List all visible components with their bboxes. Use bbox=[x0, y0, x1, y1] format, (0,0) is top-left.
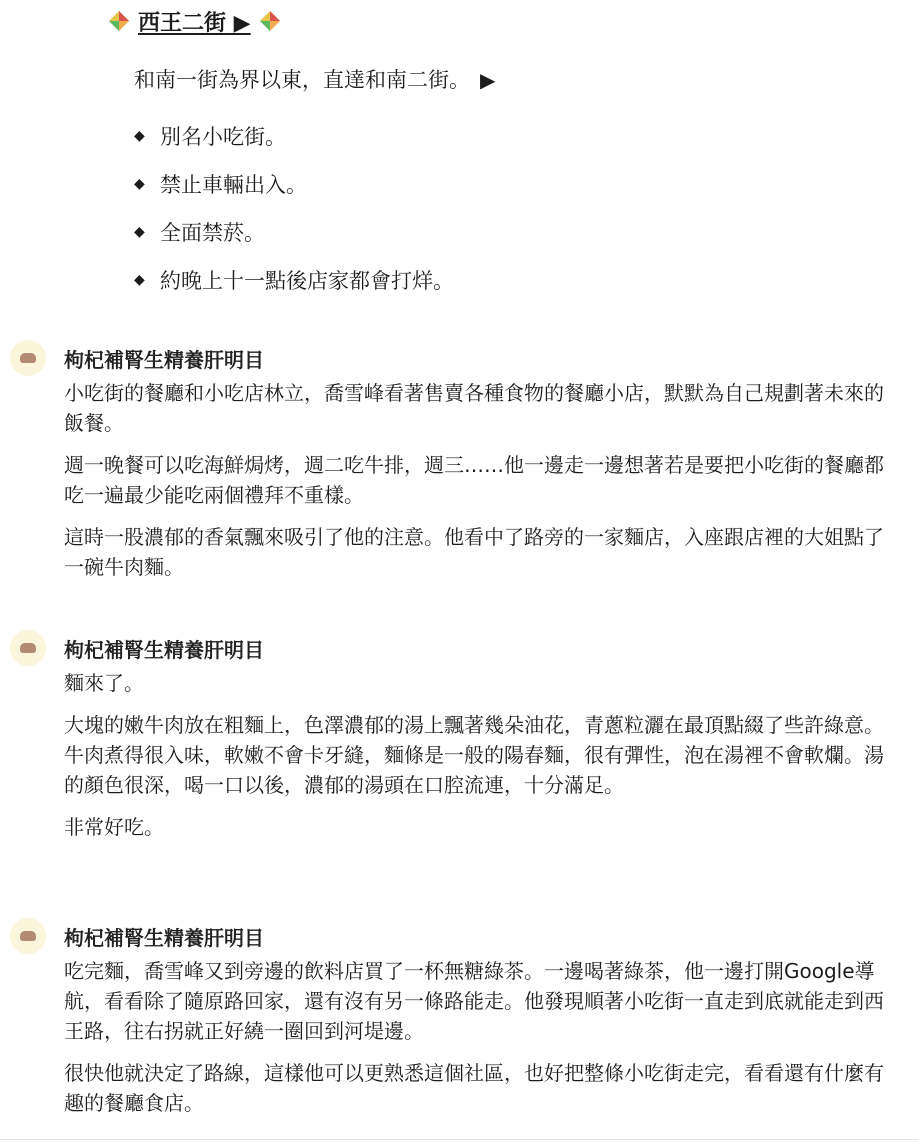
post-paragraph: 週一晚餐可以吃海鮮焗烤，週二吃牛排，週三……他一邊走一邊想著若是要把小吃街的餐廳都吃一遍最少能吃兩個禮拜不重樣。 bbox=[64, 453, 884, 507]
post-paragraph: 這時一股濃郁的香氣飄來吸引了他的注意。他看中了路旁的一家麵店，入座跟店裡的大姐點了一碗牛肉麵。 bbox=[64, 525, 884, 579]
avatar[interactable] bbox=[10, 918, 46, 954]
list-item bbox=[134, 160, 454, 208]
arrow-icon[interactable]: ▶ bbox=[480, 68, 496, 92]
author-name[interactable]: 枸杞補腎生精養肝明目 bbox=[64, 925, 264, 950]
post-paragraph: 非常好吃。 bbox=[64, 815, 164, 839]
author-name[interactable]: 枸杞補腎生精養肝明目 bbox=[64, 637, 264, 662]
comment-post bbox=[10, 632, 890, 854]
diamond-bullet-icon: ◆ bbox=[134, 176, 145, 192]
post-paragraph: 小吃街的餐廳和小吃店林立，喬雪峰看著售賣各種食物的餐廳小店，默默為自己規劃著未來的飯餐。 bbox=[64, 381, 884, 435]
post-paragraph: 麵來了。 bbox=[64, 671, 144, 695]
list-item-text: 約晚上十一點後店家都會打烊。 bbox=[160, 269, 454, 293]
comment-post bbox=[10, 920, 890, 1130]
avatar-icon bbox=[20, 643, 36, 653]
avatar[interactable] bbox=[10, 630, 46, 666]
list-item bbox=[134, 112, 454, 160]
comment-post bbox=[10, 342, 890, 594]
diamond-bullet-icon: ◆ bbox=[134, 128, 145, 144]
avatar-icon bbox=[20, 931, 36, 941]
post-body bbox=[64, 378, 890, 582]
list-item-text: 禁止車輛出入。 bbox=[160, 173, 307, 197]
feature-list bbox=[134, 112, 454, 304]
list-item bbox=[134, 208, 454, 256]
post-body bbox=[64, 668, 890, 842]
post-paragraph: 大塊的嫩牛肉放在粗麵上，色澤濃郁的湯上飄著幾朵油花，青蔥粒灑在最頂點綴了些許綠意。牛肉煮得很入味，軟嫩不會卡牙縫，麵條是一般的陽春麵，很有彈性，泡在湯裡不會軟爛。湯的顏色很深，喝一口以後，濃郁的湯頭在口腔流連，十分滿足。 bbox=[64, 713, 884, 797]
list-item-text: 別名小吃街。 bbox=[160, 125, 286, 149]
intro-text bbox=[134, 62, 495, 98]
post-header bbox=[10, 920, 890, 952]
section-heading bbox=[108, 2, 281, 40]
diamond-icon bbox=[108, 10, 130, 32]
diamond-bullet-icon: ◆ bbox=[134, 272, 145, 288]
diamond-icon bbox=[259, 10, 281, 32]
post-body bbox=[64, 956, 890, 1118]
author-name[interactable]: 枸杞補腎生精養肝明目 bbox=[64, 347, 264, 372]
intro-sentence: 和南一街為界以東，直達和南二街。 bbox=[134, 68, 470, 92]
post-header bbox=[10, 342, 890, 374]
post-header bbox=[10, 632, 890, 664]
diamond-bullet-icon: ◆ bbox=[134, 224, 145, 240]
avatar[interactable] bbox=[10, 340, 46, 376]
avatar-icon bbox=[20, 353, 36, 363]
list-item bbox=[134, 256, 454, 304]
street-heading-link[interactable]: 西王二街 ▶ bbox=[138, 10, 251, 36]
post-paragraph: 很快他就決定了路線，這樣他可以更熟悉這個社區，也好把整條小吃街走完，看看還有什麼有趣的餐廳食店。 bbox=[64, 1061, 884, 1115]
divider bbox=[0, 1139, 918, 1140]
post-paragraph: 吃完麵，喬雪峰又到旁邊的飲料店買了一杯無糖綠茶。一邊喝著綠茶，他一邊打開Google導航，看看除了隨原路回家，還有沒有另一條路能走。他發現順著小吃街一直走到底就能走到西王路，往右拐就正好繞一圈回到河堤邊。 bbox=[64, 959, 884, 1043]
list-item-text: 全面禁菸。 bbox=[160, 221, 265, 245]
